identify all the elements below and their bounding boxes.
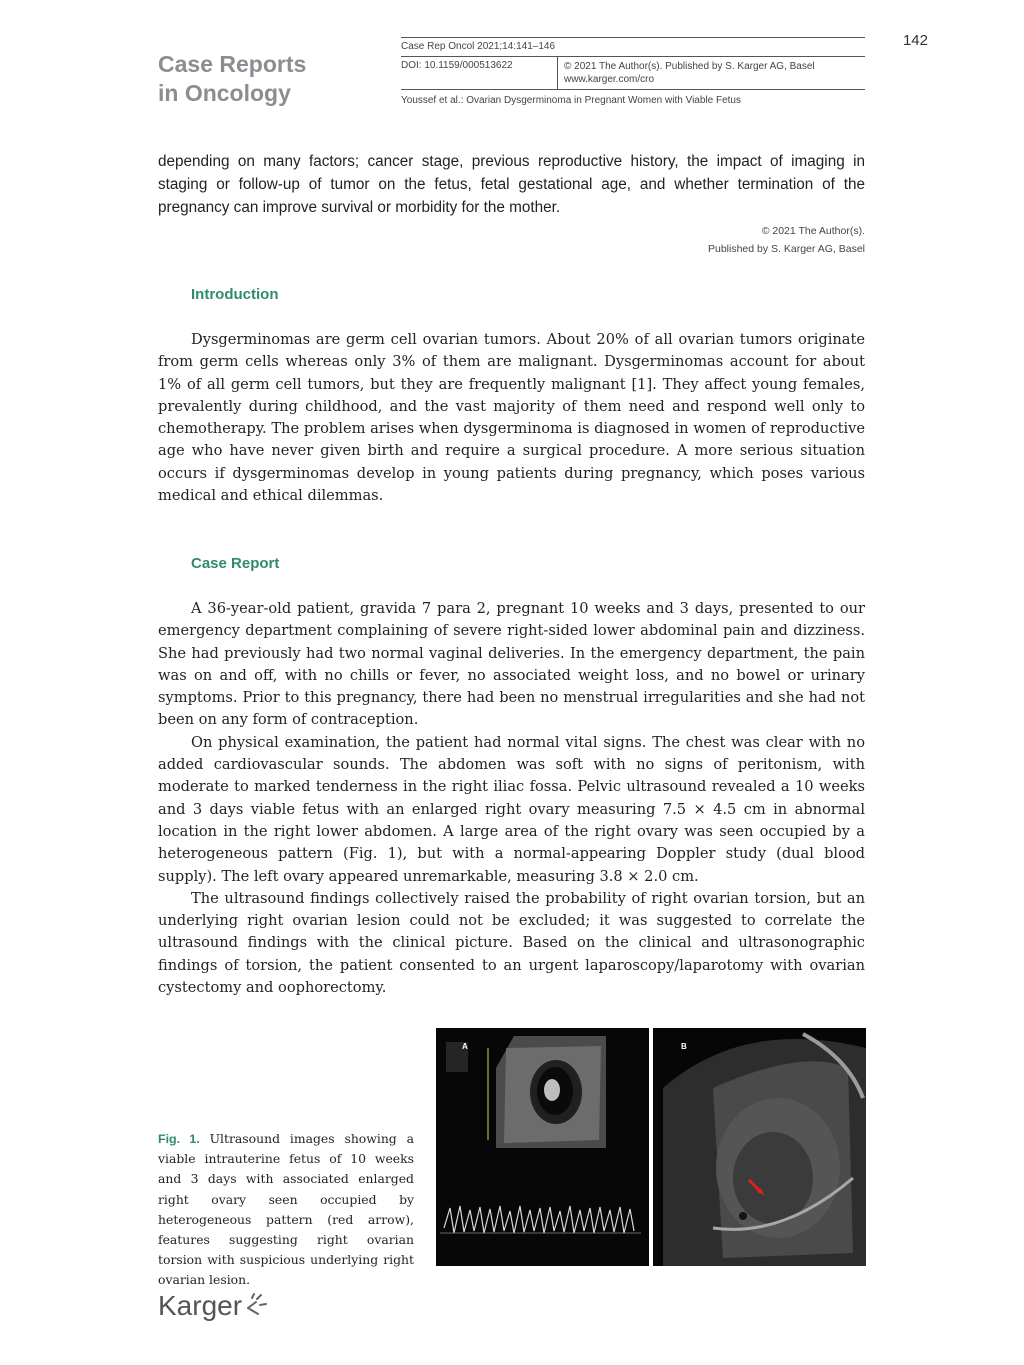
- introduction-heading: Introduction: [191, 286, 279, 303]
- figure-caption-label: Fig. 1.: [158, 1132, 200, 1146]
- ultrasound-image-a: [436, 1028, 649, 1266]
- ultrasound-a-graphic: [436, 1028, 649, 1266]
- journal-url[interactable]: www.karger.com/cro: [564, 74, 655, 85]
- figure-caption-text: Ultrasound images showing a viable intrauterine fetus of 10 weeks and 3 days with associated enlarged right ovary seen occupied by heterogeneous pattern (red arrow), features suggesting right ovarian torsion with suspicious underlying right ovarian lesion.: [158, 1131, 414, 1288]
- case-report-paragraph: On physical examination, the patient had normal vital signs. The chest was clear with no added cardiovascular sounds. The abdomen was soft with no signs of peritonism, with moderate to marked tenderness in the right iliac fossa. Pelvic ultrasound revealed a 10 weeks and 3 days viable fetus with an enlarged right ovary measuring 7.5 × 4.5 cm in abnormal location in the right lower abdomen. A large area of the right ovary was seen occupied by a heterogeneous pattern (Fig. 1), but with a normal-appearing Doppler study (dual blood supply). The left ovary appeared unremarkable, measuring 3.8 × 2.0 cm.: [158, 733, 865, 885]
- abstract-end-text: depending on many factors; cancer stage, previous reproductive history, the impact of imaging in staging or follow-up of tumor on the fetus, fetal gestational age, and whether termination of the pregnancy can improve survival or morbidity for the mother.: [158, 153, 865, 216]
- abstract-copyright: [708, 222, 865, 258]
- journal-title-line1: Case Reports: [158, 51, 307, 77]
- case-report-paragraph: A 36-year-old patient, gravida 7 para 2, pregnant 10 weeks and 3 days, presented to our emergency department complaining of severe right-sided lower abdominal pain and dizziness. She had previously had two normal vaginal deliveries. In the emergency department, the pain was on and off, with no chills or fever, no associated weight loss, and no bowel or urinary symptoms. Prior to this pregnancy, there had been no menstrual irregularities and she had not been on any form of contraception.: [158, 600, 865, 729]
- case-report-heading: Case Report: [191, 555, 280, 572]
- ultrasound-b-graphic: [653, 1028, 866, 1266]
- abstract-copyright-line2: Published by S. Karger AG, Basel: [707, 243, 865, 255]
- ultrasound-image-b: [653, 1028, 866, 1266]
- panel-b-label: B: [681, 1042, 687, 1051]
- introduction-body: [158, 329, 865, 507]
- case-report-body: [158, 598, 865, 999]
- page-number: 142: [902, 32, 928, 49]
- abstract-end: [158, 150, 865, 219]
- journal-title: [158, 50, 306, 108]
- publisher-name: Karger: [158, 1290, 243, 1321]
- article-header: [401, 37, 865, 111]
- case-report-paragraph: The ultrasound findings collectively raised the probability of right ovarian torsion, but an underlying right ovarian lesion could not be excluded; it was suggested to correlate the ultrasound findings with the clinical picture. Based on the clinical and ultrasonographic findings of torsion, the patient consented to an urgent laparoscopy/laparotomy with ovarian cystectomy and oophorectomy.: [158, 889, 865, 997]
- publisher-logo: [158, 1290, 270, 1322]
- panel-a-label: A: [462, 1042, 468, 1051]
- introduction-paragraph: Dysgerminomas are germ cell ovarian tumors. About 20% of all ovarian tumors originate from germ cells whereas only 3% of them are malignant. Dysgerminomas account for about 1% of all germ cell tumors, but they are frequently malignant [1]. They affect young females, prevalently during childhood, and the vast majority of them need and respond well only to chemotherapy. The problem arises when dysgerminoma is diagnosed in women of reproductive age who have never given birth and require a surgical procedure. A more serious situation occurs if dysgerminomas develop in young patients during pregnancy, which poses various medical and ethical dilemmas.: [158, 331, 865, 505]
- abstract-copyright-line1: © 2021 The Author(s).: [761, 225, 865, 237]
- figure-1: [436, 1028, 866, 1266]
- figure-caption: [158, 1129, 414, 1291]
- journal-title-line2: in Oncology: [158, 80, 291, 106]
- publisher-mark-icon: [242, 1292, 270, 1320]
- header-copyright: © 2021 The Author(s). Published by S. Karger AG, Basel: [564, 61, 815, 72]
- running-title: Youssef et al.: Ovarian Dysgerminoma in Pregnant Women with Viable Fetus: [401, 95, 741, 106]
- doi[interactable]: DOI: 10.1159/000513622: [401, 60, 513, 71]
- citation: Case Rep Oncol 2021;14:141–146: [401, 41, 556, 52]
